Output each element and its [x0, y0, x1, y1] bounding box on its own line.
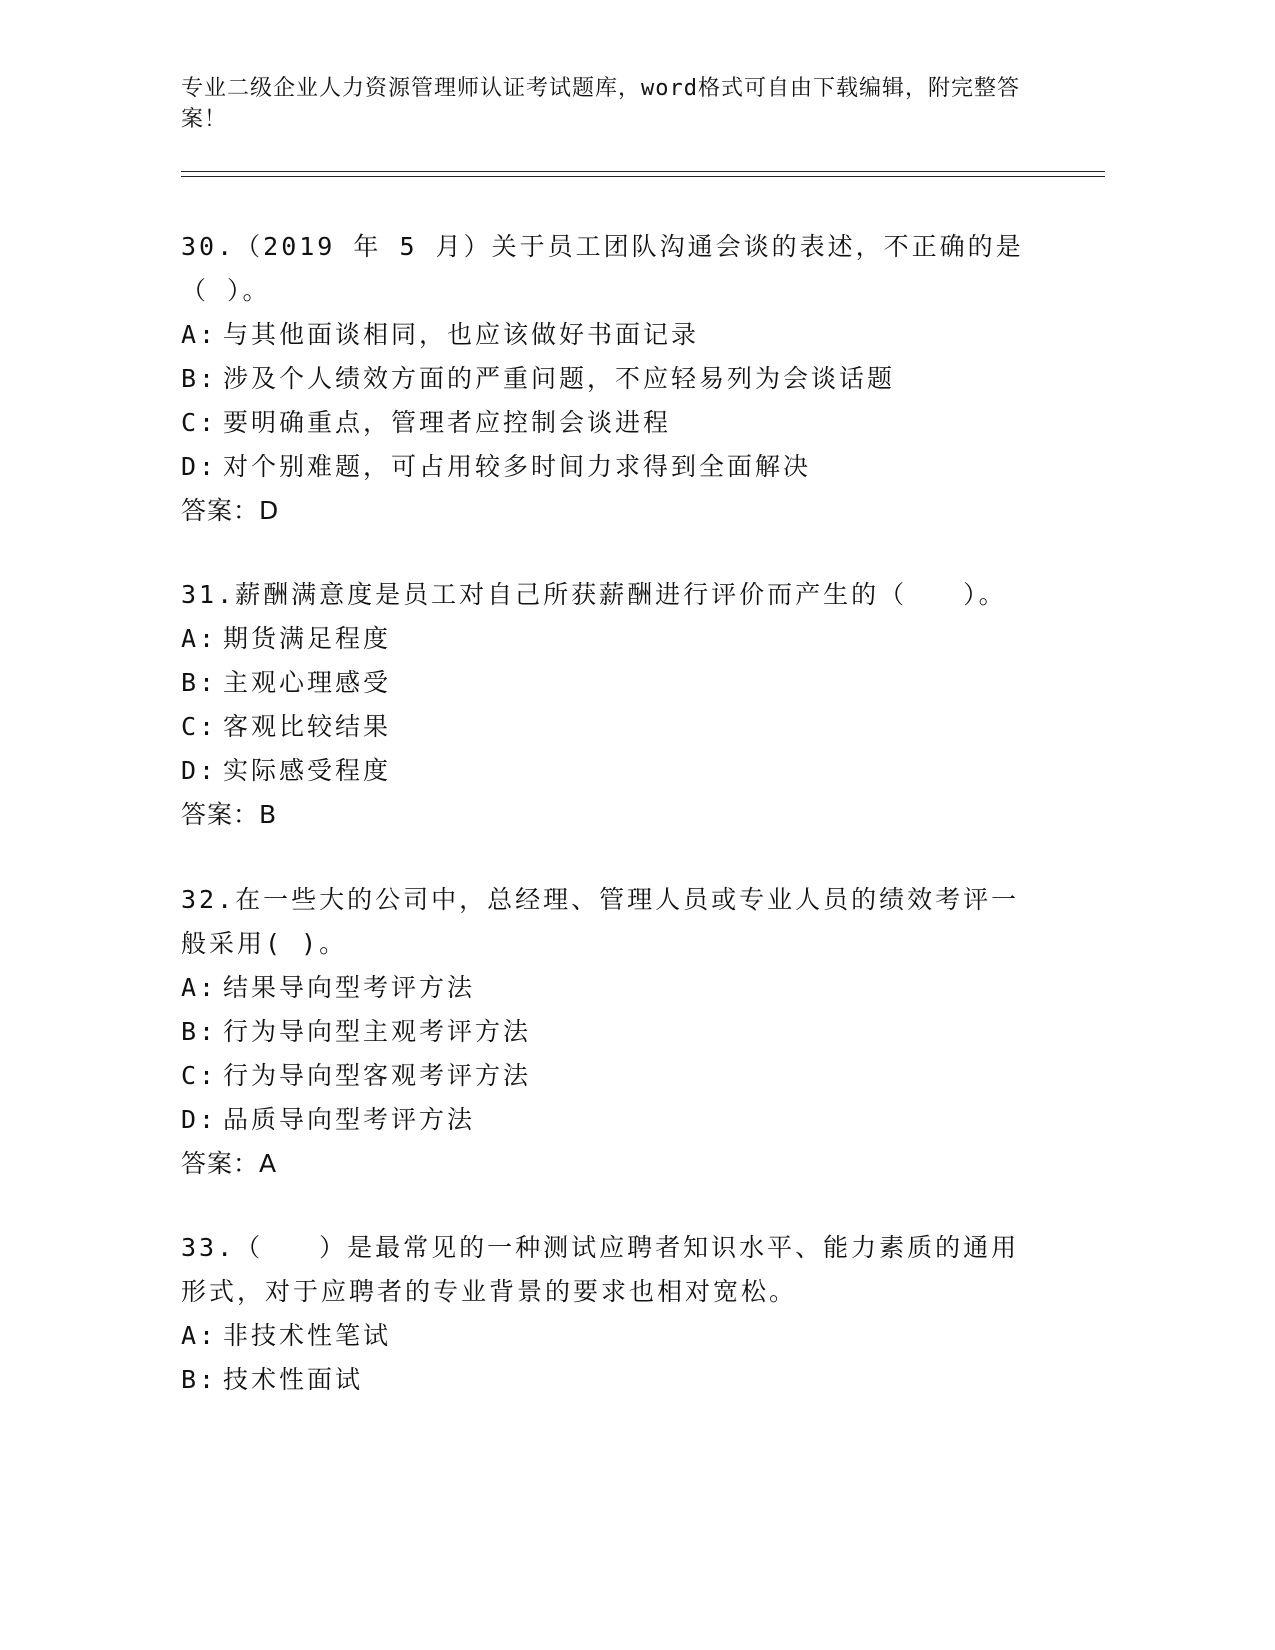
option-key: C: [181, 1061, 218, 1090]
option-b [181, 661, 1041, 705]
option-b [181, 1358, 1041, 1402]
option-key: D: [181, 452, 218, 481]
option-text: 行为导向型客观考评方法 [223, 1061, 532, 1090]
option-text: 非技术性笔试 [223, 1321, 392, 1350]
option-text: 品质导向型考评方法 [223, 1105, 476, 1134]
option-text: 结果导向型考评方法 [223, 973, 476, 1002]
header-divider-bottom [181, 176, 1105, 177]
option-d [181, 1098, 1041, 1142]
option-text: 主观心理感受 [223, 668, 392, 697]
option-a [181, 313, 1041, 357]
question-stem: 33.（ ）是最常见的一种测试应聘者知识水平、能力素质的通用形式，对于应聘者的专业背景的要求也相对宽松。 [181, 1233, 1020, 1306]
option-text: 实际感受程度 [223, 756, 392, 785]
option-text: 涉及个人绩效方面的严重问题，不应轻易列为会谈话题 [223, 364, 896, 393]
question-33 [181, 1226, 1041, 1402]
option-text: 对个别难题，可占用较多时间力求得到全面解决 [223, 452, 812, 481]
option-key: D: [181, 756, 218, 785]
answer-line: 答案：B [181, 800, 278, 829]
option-c [181, 705, 1041, 749]
option-a [181, 1314, 1041, 1358]
option-b [181, 1010, 1041, 1054]
question-32 [181, 878, 1041, 1186]
option-text: 要明确重点，管理者应控制会谈进程 [223, 408, 672, 437]
option-text: 技术性面试 [223, 1365, 364, 1394]
option-key: A: [181, 1321, 218, 1350]
option-c [181, 1054, 1041, 1098]
question-stem: 32.在一些大的公司中，总经理、管理人员或专业人员的绩效考评一般采用( )。 [181, 885, 1020, 958]
option-d [181, 749, 1041, 793]
option-key: B: [181, 364, 218, 393]
option-key: B: [181, 668, 218, 697]
option-key: C: [181, 408, 218, 437]
option-d [181, 445, 1041, 489]
option-key: A: [181, 624, 218, 653]
option-text: 期货满足程度 [223, 624, 392, 653]
option-c [181, 401, 1041, 445]
option-key: B: [181, 1365, 218, 1394]
question-stem: 30.（2019 年 5 月）关于员工团队沟通会谈的表述，不正确的是（ ）。 [181, 232, 1024, 305]
question-stem: 31.薪酬满意度是员工对自己所获薪酬进行评价而产生的（ ）。 [181, 580, 1007, 609]
option-key: B: [181, 1017, 218, 1046]
option-a [181, 966, 1041, 1010]
option-b [181, 357, 1041, 401]
option-text: 行为导向型主观考评方法 [223, 1017, 532, 1046]
question-31 [181, 573, 1041, 837]
document-intro: 专业二级企业人力资源管理师认证考试题库，word格式可自由下载编辑，附完整答案！ [181, 76, 1020, 132]
option-key: C: [181, 712, 218, 741]
answer-line: 答案：A [181, 1149, 278, 1178]
header-divider-top [181, 171, 1105, 172]
option-key: A: [181, 320, 218, 349]
option-text: 客观比较结果 [223, 712, 392, 741]
option-key: D: [181, 1105, 218, 1134]
question-30 [181, 225, 1041, 533]
option-text: 与其他面谈相同，也应该做好书面记录 [223, 320, 700, 349]
option-a [181, 617, 1041, 661]
option-key: A: [181, 973, 218, 1002]
answer-line: 答案：D [181, 496, 280, 525]
